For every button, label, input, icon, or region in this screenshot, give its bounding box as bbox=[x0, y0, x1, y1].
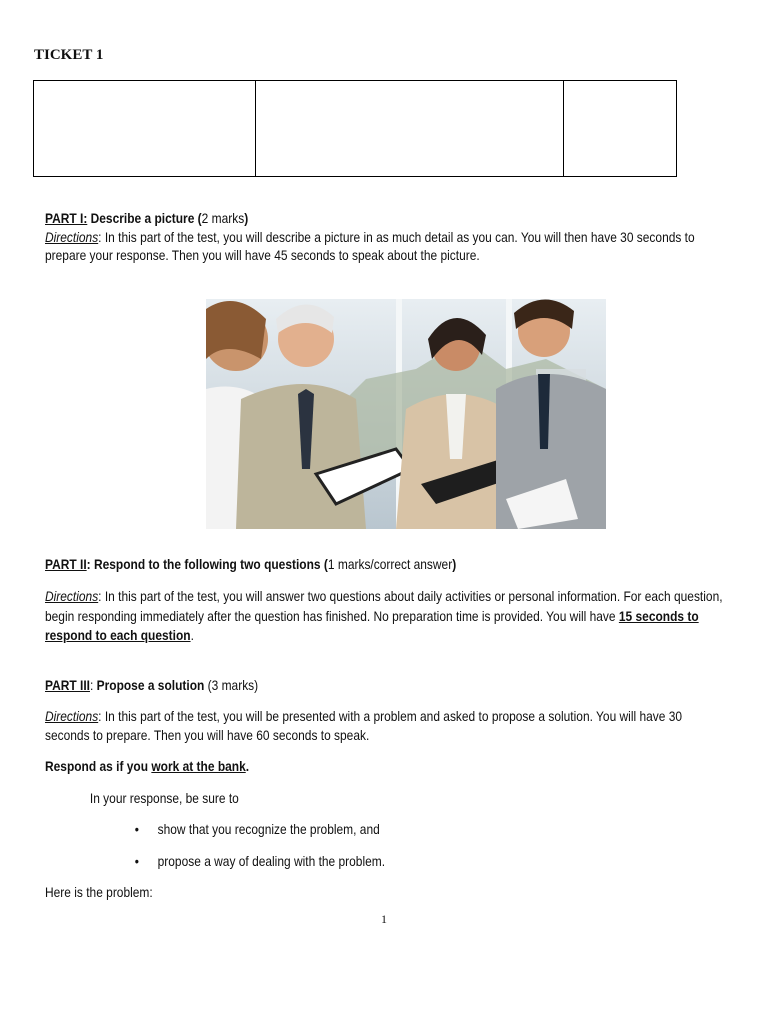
respond-emphasis: work at the bank bbox=[151, 759, 246, 774]
directions-label: Directions bbox=[45, 589, 99, 604]
photo-illustration bbox=[206, 299, 606, 529]
part3-directions bbox=[45, 708, 724, 745]
part1-label: PART I: bbox=[45, 211, 88, 226]
part3-heading bbox=[45, 677, 724, 696]
part2-directions bbox=[45, 587, 724, 646]
bullet-text: show that you recognize the problem, and bbox=[157, 822, 380, 837]
directions-text: : In this part of the test, you will answer two questions about daily activities or personal information. For each question, begin responding immediately after the question has finished. No preparation time is provided. You will have bbox=[45, 589, 723, 624]
response-bullets bbox=[45, 821, 724, 871]
ticket-title: TICKET 1 bbox=[34, 47, 104, 63]
part1-directions bbox=[45, 229, 724, 266]
bullet-text: propose a way of dealing with the problem. bbox=[157, 853, 386, 869]
part3-label: PART III bbox=[45, 677, 90, 693]
header-cell bbox=[34, 81, 256, 177]
response-intro: In your response, be sure to bbox=[89, 790, 239, 806]
part1-close: ) bbox=[244, 211, 249, 226]
list-item: • propose a way of dealing with the problem. bbox=[134, 853, 386, 869]
header-cell bbox=[564, 81, 677, 177]
part2-close: ) bbox=[452, 556, 457, 572]
part1-heading bbox=[45, 210, 724, 229]
part2-label: PART II bbox=[45, 556, 87, 572]
list-item: • show that you recognize the problem, and bbox=[134, 822, 380, 837]
directions-label: Directions bbox=[45, 709, 99, 724]
part3-colon: : bbox=[89, 677, 97, 693]
directions-end: . bbox=[190, 628, 194, 643]
part3-marks: (3 marks) bbox=[204, 677, 259, 693]
part1-title: Describe a picture ( bbox=[87, 211, 202, 226]
directions-label: Directions bbox=[45, 229, 99, 245]
part1-marks: 2 marks bbox=[201, 211, 245, 226]
problem-label: Here is the problem: bbox=[45, 885, 153, 900]
part2-title: : Respond to the following two questions ( bbox=[86, 556, 328, 572]
part3-title: Propose a solution bbox=[96, 677, 205, 693]
part2-marks: 1 marks/correct answer bbox=[327, 556, 453, 572]
header-cell bbox=[256, 81, 564, 177]
directions-emphasis: 15 seconds to respond to each question bbox=[45, 608, 699, 643]
respond-end: . bbox=[245, 759, 250, 774]
respond-prefix: Respond as if you bbox=[45, 759, 152, 774]
respond-instruction bbox=[45, 758, 724, 777]
directions-text: : In this part of the test, you will describe a picture in as much detail as you can. You will then have 30 seconds to prepare your response. Then you will have 45 seconds to speak about the picture. bbox=[45, 229, 695, 263]
header-table bbox=[33, 80, 677, 177]
part2-heading bbox=[45, 556, 724, 575]
page-number: 1 bbox=[381, 912, 387, 926]
directions-text: : In this part of the test, you will be presented with a problem and asked to propose a solution. You will have 30 seconds to prepare. Then you will have 60 seconds to speak. bbox=[45, 709, 683, 743]
business-people-photo bbox=[206, 299, 606, 529]
